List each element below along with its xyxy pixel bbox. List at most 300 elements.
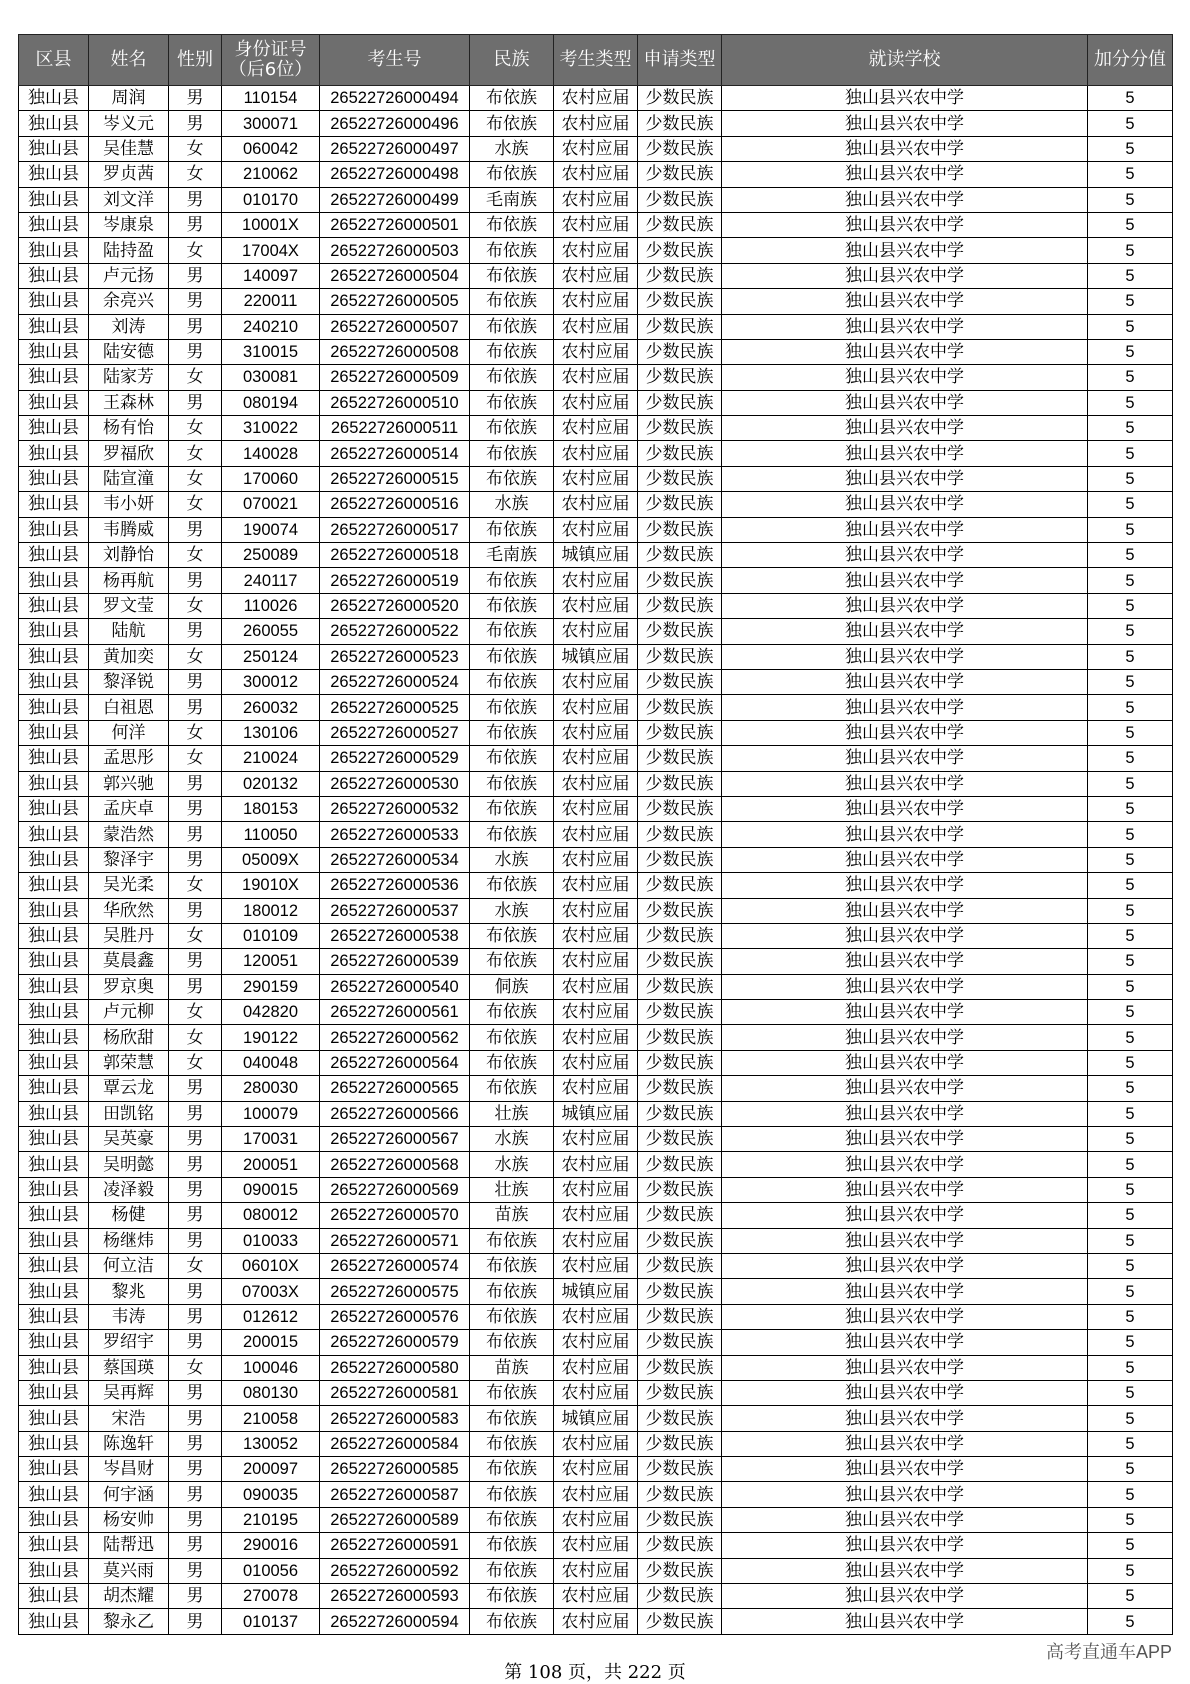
table-row: [19, 86, 1173, 111]
table-row: [19, 263, 1173, 288]
cell-gender: 女: [169, 1050, 222, 1075]
cell-bonus-points: 5: [1088, 1457, 1173, 1482]
cell-application-type: 少数民族: [638, 466, 722, 491]
cell-candidate-type: 城镇应届: [554, 1406, 638, 1431]
table-row: [19, 314, 1173, 339]
cell-ethnicity: 布依族: [470, 720, 554, 745]
cell-name: 罗京奥: [89, 974, 169, 999]
cell-id-suffix: 280030: [222, 1076, 320, 1101]
cell-county: 独山县: [19, 466, 89, 491]
table-row: [19, 847, 1173, 872]
table-row: [19, 1076, 1173, 1101]
cell-ethnicity: 布依族: [470, 1253, 554, 1278]
cell-name: 田凯铭: [89, 1101, 169, 1126]
cell-application-type: 少数民族: [638, 136, 722, 161]
cell-gender: 男: [169, 1177, 222, 1202]
cell-ethnicity: 水族: [470, 1152, 554, 1177]
cell-bonus-points: 5: [1088, 517, 1173, 542]
cell-gender: 男: [169, 187, 222, 212]
cell-bonus-points: 5: [1088, 873, 1173, 898]
cell-bonus-points: 5: [1088, 771, 1173, 796]
cell-candidate-type: 农村应届: [554, 1253, 638, 1278]
cell-id-suffix: 210062: [222, 162, 320, 187]
cell-exam-number: 26522726000497: [320, 136, 470, 161]
cell-id-suffix: 140028: [222, 441, 320, 466]
cell-county: 独山县: [19, 974, 89, 999]
cell-school: 独山县兴农中学: [722, 1076, 1088, 1101]
cell-gender: 男: [169, 1203, 222, 1228]
cell-county: 独山县: [19, 1380, 89, 1405]
cell-gender: 女: [169, 873, 222, 898]
cell-bonus-points: 5: [1088, 441, 1173, 466]
cell-candidate-type: 农村应届: [554, 466, 638, 491]
cell-application-type: 少数民族: [638, 669, 722, 694]
cell-exam-number: 26522726000515: [320, 466, 470, 491]
cell-school: 独山县兴农中学: [722, 1431, 1088, 1456]
cell-bonus-points: 5: [1088, 1406, 1173, 1431]
table-row: [19, 187, 1173, 212]
cell-county: 独山县: [19, 238, 89, 263]
cell-school: 独山县兴农中学: [722, 111, 1088, 136]
cell-ethnicity: 苗族: [470, 1203, 554, 1228]
cell-id-suffix: 210058: [222, 1406, 320, 1431]
cell-county: 独山县: [19, 1050, 89, 1075]
cell-ethnicity: 壮族: [470, 1101, 554, 1126]
cell-school: 独山县兴农中学: [722, 86, 1088, 111]
cell-id-suffix: 250124: [222, 644, 320, 669]
cell-id-suffix: 060042: [222, 136, 320, 161]
cell-school: 独山县兴农中学: [722, 1482, 1088, 1507]
cell-ethnicity: 布依族: [470, 822, 554, 847]
cell-name: 黎永乙: [89, 1609, 169, 1634]
cell-name: 吴明懿: [89, 1152, 169, 1177]
table-row: [19, 1203, 1173, 1228]
cell-ethnicity: 布依族: [470, 923, 554, 948]
cell-school: 独山县兴农中学: [722, 695, 1088, 720]
cell-name: 凌泽毅: [89, 1177, 169, 1202]
cell-bonus-points: 5: [1088, 1380, 1173, 1405]
cell-ethnicity: 布依族: [470, 238, 554, 263]
cell-candidate-type: 农村应届: [554, 1330, 638, 1355]
cell-application-type: 少数民族: [638, 720, 722, 745]
cell-candidate-type: 农村应届: [554, 847, 638, 872]
table-row: [19, 1330, 1173, 1355]
cell-exam-number: 26522726000537: [320, 898, 470, 923]
cell-id-suffix: 120051: [222, 949, 320, 974]
cell-ethnicity: 布依族: [470, 1076, 554, 1101]
cell-ethnicity: 布依族: [470, 593, 554, 618]
cell-application-type: 少数民族: [638, 1507, 722, 1532]
cell-name: 陆航: [89, 619, 169, 644]
cell-bonus-points: 5: [1088, 86, 1173, 111]
cell-name: 吴英豪: [89, 1127, 169, 1152]
cell-exam-number: 26522726000504: [320, 263, 470, 288]
cell-ethnicity: 布依族: [470, 339, 554, 364]
cell-bonus-points: 5: [1088, 162, 1173, 187]
cell-gender: 男: [169, 517, 222, 542]
cell-county: 独山县: [19, 619, 89, 644]
cell-ethnicity: 水族: [470, 136, 554, 161]
cell-candidate-type: 农村应届: [554, 720, 638, 745]
cell-gender: 男: [169, 1228, 222, 1253]
cell-bonus-points: 5: [1088, 1177, 1173, 1202]
cell-ethnicity: 布依族: [470, 1558, 554, 1583]
cell-gender: 男: [169, 974, 222, 999]
cell-exam-number: 26522726000501: [320, 212, 470, 237]
cell-exam-number: 26522726000591: [320, 1533, 470, 1558]
cell-application-type: 少数民族: [638, 1203, 722, 1228]
cell-school: 独山县兴农中学: [722, 187, 1088, 212]
cell-gender: 女: [169, 466, 222, 491]
header-application-type: 申请类型: [638, 35, 722, 86]
cell-name: 杨健: [89, 1203, 169, 1228]
cell-ethnicity: 布依族: [470, 949, 554, 974]
cell-county: 独山县: [19, 1253, 89, 1278]
cell-name: 陈逸轩: [89, 1431, 169, 1456]
cell-gender: 女: [169, 365, 222, 390]
cell-name: 莫晨鑫: [89, 949, 169, 974]
cell-application-type: 少数民族: [638, 339, 722, 364]
cell-bonus-points: 5: [1088, 619, 1173, 644]
cell-exam-number: 26522726000525: [320, 695, 470, 720]
cell-application-type: 少数民族: [638, 568, 722, 593]
cell-exam-number: 26522726000581: [320, 1380, 470, 1405]
cell-gender: 女: [169, 238, 222, 263]
cell-name: 何立洁: [89, 1253, 169, 1278]
table-row: [19, 1355, 1173, 1380]
cell-county: 独山县: [19, 771, 89, 796]
cell-gender: 女: [169, 136, 222, 161]
cell-name: 韦涛: [89, 1304, 169, 1329]
cell-candidate-type: 农村应届: [554, 212, 638, 237]
cell-county: 独山县: [19, 187, 89, 212]
cell-county: 独山县: [19, 390, 89, 415]
cell-candidate-type: 农村应届: [554, 822, 638, 847]
cell-gender: 男: [169, 695, 222, 720]
table-row: [19, 771, 1173, 796]
cell-exam-number: 26522726000499: [320, 187, 470, 212]
cell-id-suffix: 290016: [222, 1533, 320, 1558]
cell-ethnicity: 布依族: [470, 1584, 554, 1609]
cell-application-type: 少数民族: [638, 619, 722, 644]
cell-id-suffix: 310015: [222, 339, 320, 364]
cell-school: 独山县兴农中学: [722, 898, 1088, 923]
table-row: [19, 416, 1173, 441]
cell-id-suffix: 140097: [222, 263, 320, 288]
cell-application-type: 少数民族: [638, 1380, 722, 1405]
cell-id-suffix: 010056: [222, 1558, 320, 1583]
cell-ethnicity: 布依族: [470, 212, 554, 237]
cell-candidate-type: 农村应届: [554, 136, 638, 161]
cell-school: 独山县兴农中学: [722, 1152, 1088, 1177]
cell-candidate-type: 农村应届: [554, 339, 638, 364]
cell-county: 独山县: [19, 1279, 89, 1304]
cell-bonus-points: 5: [1088, 1355, 1173, 1380]
cell-bonus-points: 5: [1088, 1507, 1173, 1532]
cell-school: 独山县兴农中学: [722, 289, 1088, 314]
cell-exam-number: 26522726000568: [320, 1152, 470, 1177]
cell-candidate-type: 农村应届: [554, 923, 638, 948]
cell-ethnicity: 布依族: [470, 1050, 554, 1075]
cell-gender: 男: [169, 1127, 222, 1152]
cell-candidate-type: 农村应届: [554, 1228, 638, 1253]
table-row: [19, 1253, 1173, 1278]
cell-school: 独山县兴农中学: [722, 949, 1088, 974]
cell-school: 独山县兴农中学: [722, 720, 1088, 745]
cell-county: 独山县: [19, 593, 89, 618]
cell-gender: 男: [169, 390, 222, 415]
cell-school: 独山县兴农中学: [722, 771, 1088, 796]
cell-gender: 女: [169, 593, 222, 618]
table-row: [19, 162, 1173, 187]
cell-county: 独山县: [19, 162, 89, 187]
cell-bonus-points: 5: [1088, 1558, 1173, 1583]
cell-ethnicity: 布依族: [470, 1507, 554, 1532]
cell-id-suffix: 06010X: [222, 1253, 320, 1278]
cell-id-suffix: 310022: [222, 416, 320, 441]
cell-bonus-points: 5: [1088, 1000, 1173, 1025]
cell-bonus-points: 5: [1088, 1482, 1173, 1507]
cell-application-type: 少数民族: [638, 593, 722, 618]
cell-application-type: 少数民族: [638, 238, 722, 263]
cell-id-suffix: 100079: [222, 1101, 320, 1126]
cell-bonus-points: 5: [1088, 1584, 1173, 1609]
cell-exam-number: 26522726000580: [320, 1355, 470, 1380]
cell-name: 岑昌财: [89, 1457, 169, 1482]
app-watermark: 高考直通车APP: [1045, 1642, 1172, 1662]
cell-exam-number: 26522726000503: [320, 238, 470, 263]
cell-id-suffix: 200051: [222, 1152, 320, 1177]
cell-exam-number: 26522726000532: [320, 796, 470, 821]
cell-application-type: 少数民族: [638, 1000, 722, 1025]
cell-school: 独山县兴农中学: [722, 822, 1088, 847]
cell-name: 周润: [89, 86, 169, 111]
cell-bonus-points: 5: [1088, 136, 1173, 161]
cell-gender: 女: [169, 1000, 222, 1025]
cell-ethnicity: 水族: [470, 492, 554, 517]
cell-candidate-type: 农村应届: [554, 873, 638, 898]
cell-county: 独山县: [19, 441, 89, 466]
cell-exam-number: 26522726000540: [320, 974, 470, 999]
cell-candidate-type: 农村应届: [554, 1609, 638, 1634]
cell-candidate-type: 农村应届: [554, 771, 638, 796]
table-row: [19, 873, 1173, 898]
cell-application-type: 少数民族: [638, 695, 722, 720]
cell-candidate-type: 农村应届: [554, 746, 638, 771]
cell-id-suffix: 300071: [222, 111, 320, 136]
cell-exam-number: 26522726000533: [320, 822, 470, 847]
cell-application-type: 少数民族: [638, 746, 722, 771]
cell-name: 罗贞茜: [89, 162, 169, 187]
cell-candidate-type: 农村应届: [554, 1000, 638, 1025]
cell-county: 独山县: [19, 1406, 89, 1431]
table-row: [19, 822, 1173, 847]
table-row: [19, 1101, 1173, 1126]
cell-application-type: 少数民族: [638, 1330, 722, 1355]
cell-ethnicity: 布依族: [470, 1304, 554, 1329]
cell-exam-number: 26522726000565: [320, 1076, 470, 1101]
cell-id-suffix: 020132: [222, 771, 320, 796]
cell-id-suffix: 010137: [222, 1609, 320, 1634]
cell-school: 独山县兴农中学: [722, 1609, 1088, 1634]
header-id-suffix: 身份证号 （后6位）: [222, 35, 320, 86]
cell-county: 独山县: [19, 212, 89, 237]
cell-application-type: 少数民族: [638, 314, 722, 339]
cell-bonus-points: 5: [1088, 416, 1173, 441]
cell-ethnicity: 布依族: [470, 365, 554, 390]
table-row: [19, 1050, 1173, 1075]
cell-bonus-points: 5: [1088, 1609, 1173, 1634]
table-row: [19, 212, 1173, 237]
table-row: [19, 289, 1173, 314]
table-row: [19, 390, 1173, 415]
cell-exam-number: 26522726000508: [320, 339, 470, 364]
cell-exam-number: 26522726000494: [320, 86, 470, 111]
cell-name: 王森林: [89, 390, 169, 415]
cell-school: 独山县兴农中学: [722, 1304, 1088, 1329]
cell-exam-number: 26522726000593: [320, 1584, 470, 1609]
cell-application-type: 少数民族: [638, 1101, 722, 1126]
cell-name: 吴佳慧: [89, 136, 169, 161]
cell-application-type: 少数民族: [638, 1355, 722, 1380]
cell-candidate-type: 农村应届: [554, 517, 638, 542]
table-row: [19, 1558, 1173, 1583]
cell-id-suffix: 130052: [222, 1431, 320, 1456]
cell-ethnicity: 布依族: [470, 746, 554, 771]
cell-bonus-points: 5: [1088, 187, 1173, 212]
cell-gender: 女: [169, 543, 222, 568]
cell-candidate-type: 农村应届: [554, 1076, 638, 1101]
cell-gender: 男: [169, 669, 222, 694]
cell-gender: 女: [169, 720, 222, 745]
cell-id-suffix: 10001X: [222, 212, 320, 237]
cell-ethnicity: 布依族: [470, 162, 554, 187]
cell-candidate-type: 农村应届: [554, 1533, 638, 1558]
table-row: [19, 1431, 1173, 1456]
cell-exam-number: 26522726000529: [320, 746, 470, 771]
cell-ethnicity: 布依族: [470, 263, 554, 288]
cell-candidate-type: 农村应届: [554, 593, 638, 618]
header-name: 姓名: [89, 35, 169, 86]
cell-exam-number: 26522726000585: [320, 1457, 470, 1482]
cell-name: 白祖恩: [89, 695, 169, 720]
cell-county: 独山县: [19, 365, 89, 390]
cell-county: 独山县: [19, 822, 89, 847]
cell-bonus-points: 5: [1088, 365, 1173, 390]
table-row: [19, 517, 1173, 542]
cell-bonus-points: 5: [1088, 314, 1173, 339]
cell-application-type: 少数民族: [638, 263, 722, 288]
cell-gender: 女: [169, 416, 222, 441]
cell-name: 蔡国瑛: [89, 1355, 169, 1380]
cell-application-type: 少数民族: [638, 187, 722, 212]
cell-name: 卢元扬: [89, 263, 169, 288]
cell-ethnicity: 布依族: [470, 1457, 554, 1482]
cell-county: 独山县: [19, 1000, 89, 1025]
cell-bonus-points: 5: [1088, 466, 1173, 491]
cell-ethnicity: 布依族: [470, 1279, 554, 1304]
table-row: [19, 1482, 1173, 1507]
cell-gender: 女: [169, 162, 222, 187]
cell-county: 独山县: [19, 136, 89, 161]
cell-id-suffix: 300012: [222, 669, 320, 694]
cell-candidate-type: 农村应届: [554, 619, 638, 644]
table-row: [19, 1228, 1173, 1253]
cell-ethnicity: 布依族: [470, 1533, 554, 1558]
cell-county: 独山县: [19, 847, 89, 872]
cell-candidate-type: 农村应届: [554, 1152, 638, 1177]
cell-county: 独山县: [19, 1203, 89, 1228]
cell-candidate-type: 农村应届: [554, 974, 638, 999]
cell-school: 独山县兴农中学: [722, 238, 1088, 263]
cell-application-type: 少数民族: [638, 365, 722, 390]
cell-candidate-type: 农村应届: [554, 796, 638, 821]
cell-exam-number: 26522726000516: [320, 492, 470, 517]
cell-name: 吴再辉: [89, 1380, 169, 1405]
cell-county: 独山县: [19, 1431, 89, 1456]
cell-county: 独山县: [19, 568, 89, 593]
cell-exam-number: 26522726000518: [320, 543, 470, 568]
cell-gender: 女: [169, 492, 222, 517]
cell-name: 罗文莹: [89, 593, 169, 618]
cell-id-suffix: 210024: [222, 746, 320, 771]
cell-bonus-points: 5: [1088, 822, 1173, 847]
cell-gender: 男: [169, 212, 222, 237]
cell-id-suffix: 010033: [222, 1228, 320, 1253]
cell-bonus-points: 5: [1088, 847, 1173, 872]
cell-school: 独山县兴农中学: [722, 1050, 1088, 1075]
cell-county: 独山县: [19, 1507, 89, 1532]
table-row: [19, 339, 1173, 364]
cell-exam-number: 26522726000571: [320, 1228, 470, 1253]
cell-candidate-type: 农村应届: [554, 289, 638, 314]
cell-ethnicity: 布依族: [470, 669, 554, 694]
cell-school: 独山县兴农中学: [722, 1457, 1088, 1482]
cell-id-suffix: 190122: [222, 1025, 320, 1050]
cell-application-type: 少数民族: [638, 1304, 722, 1329]
cell-id-suffix: 040048: [222, 1050, 320, 1075]
cell-gender: 男: [169, 1533, 222, 1558]
cell-application-type: 少数民族: [638, 873, 722, 898]
cell-ethnicity: 布依族: [470, 568, 554, 593]
cell-application-type: 少数民族: [638, 1228, 722, 1253]
cell-bonus-points: 5: [1088, 339, 1173, 364]
cell-candidate-type: 农村应届: [554, 1025, 638, 1050]
score-bonus-table: [18, 34, 1173, 1635]
cell-name: 华欣然: [89, 898, 169, 923]
cell-name: 岑义元: [89, 111, 169, 136]
cell-school: 独山县兴农中学: [722, 1330, 1088, 1355]
cell-id-suffix: 012612: [222, 1304, 320, 1329]
cell-application-type: 少数民族: [638, 416, 722, 441]
cell-gender: 男: [169, 1558, 222, 1583]
cell-county: 独山县: [19, 695, 89, 720]
cell-gender: 男: [169, 847, 222, 872]
cell-bonus-points: 5: [1088, 1203, 1173, 1228]
cell-name: 刘文洋: [89, 187, 169, 212]
cell-school: 独山县兴农中学: [722, 212, 1088, 237]
cell-county: 独山县: [19, 1304, 89, 1329]
cell-gender: 男: [169, 1406, 222, 1431]
cell-school: 独山县兴农中学: [722, 1228, 1088, 1253]
cell-bonus-points: 5: [1088, 289, 1173, 314]
cell-ethnicity: 布依族: [470, 314, 554, 339]
table-row: [19, 1152, 1173, 1177]
cell-county: 独山县: [19, 1482, 89, 1507]
cell-name: 黎泽宇: [89, 847, 169, 872]
cell-ethnicity: 布依族: [470, 796, 554, 821]
cell-school: 独山县兴农中学: [722, 466, 1088, 491]
